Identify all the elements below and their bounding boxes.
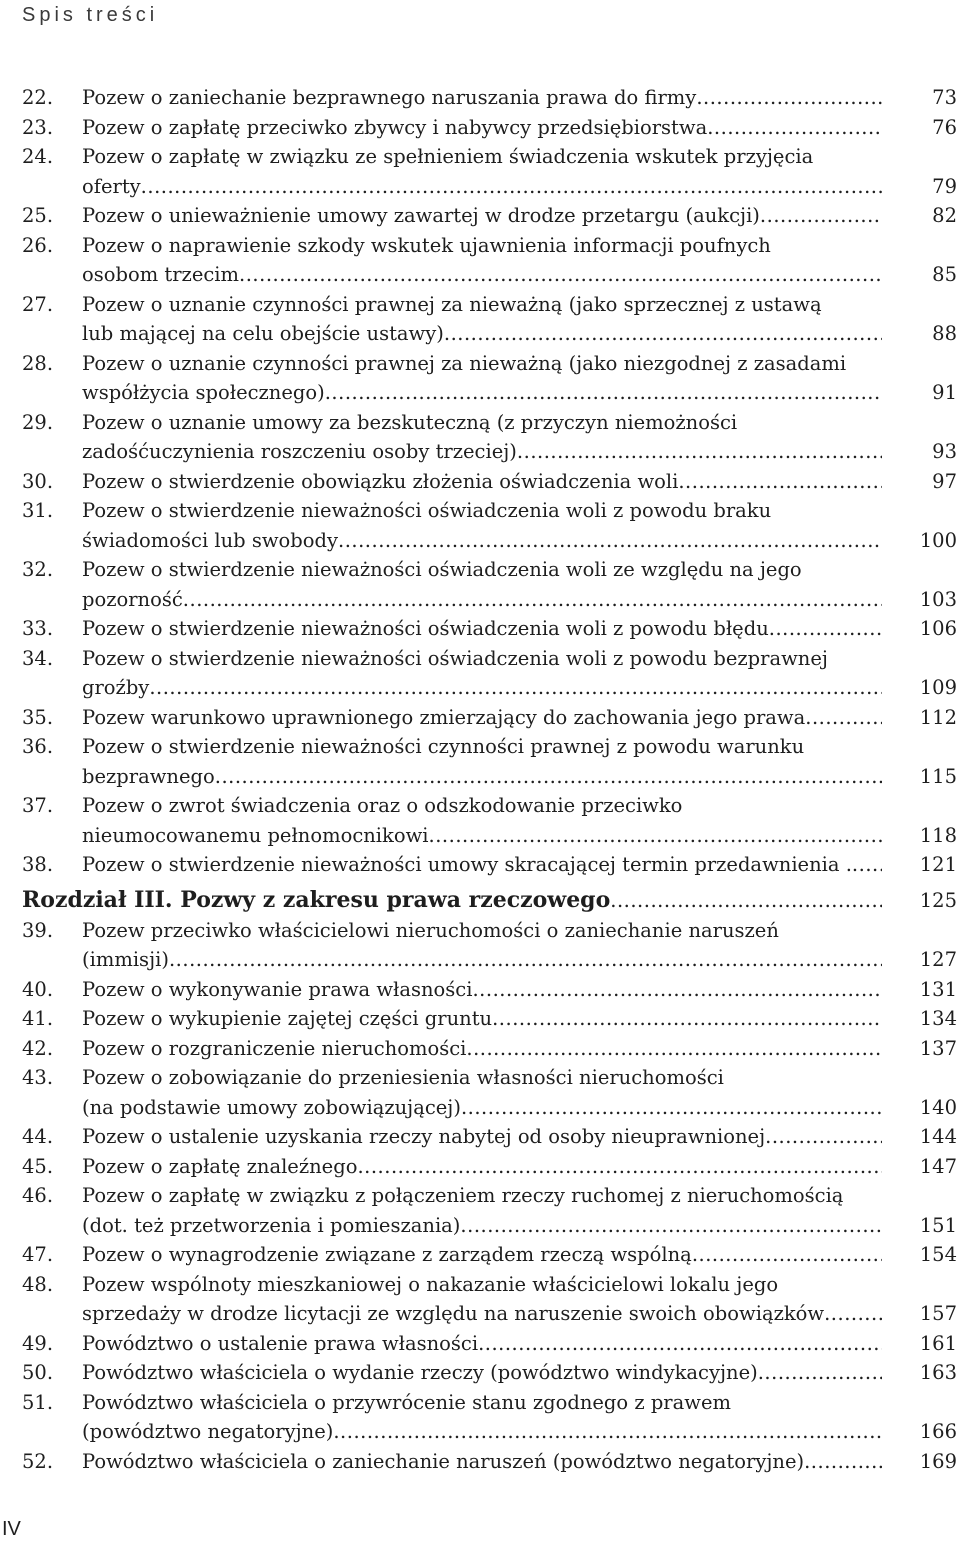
entry-title-last-line: [82, 83, 882, 113]
chapter-line: [22, 885, 882, 916]
entry-title-last-line: [82, 975, 882, 1005]
entry-title: [82, 732, 882, 791]
toc-entry[interactable]: [0, 1240, 960, 1270]
entry-page-number: 131: [919, 977, 957, 1001]
toc-entry[interactable]: [0, 1270, 960, 1329]
entry-title-text: Pozew o ustalenie uzyskania rzeczy nabytej od osoby nieuprawnionej: [82, 1125, 766, 1148]
leader-dots: [357, 1152, 882, 1182]
entry-title: [82, 1388, 882, 1447]
entry-title-line: Pozew o stwierdzenie nieważności oświadczenia woli z powodu bezprawnej: [82, 646, 828, 670]
entry-title: [82, 83, 882, 113]
entry-title: [82, 850, 882, 880]
leader-dots: [215, 762, 882, 792]
entry-number: 29.: [22, 410, 54, 434]
chapter-title: Rozdział III. Pozwy z zakresu prawa rzeczowego: [22, 886, 611, 913]
leader-dots: [692, 1240, 882, 1270]
entry-page-number: 147: [919, 1154, 957, 1178]
entry-title-last-line: [82, 1417, 882, 1447]
entry-number: 39.: [22, 918, 54, 942]
toc-entry[interactable]: [0, 850, 960, 880]
entry-page-number: 88: [932, 322, 957, 345]
toc-entry[interactable]: [0, 1329, 960, 1359]
leader-dots: [461, 1093, 882, 1123]
entry-title-last-line: [82, 585, 882, 615]
entry-number: 24.: [22, 145, 54, 168]
entry-title-last-line: [82, 260, 882, 290]
toc-entry[interactable]: [0, 1004, 960, 1034]
entry-number: 33.: [22, 617, 54, 640]
entry-page-number: 166: [919, 1420, 957, 1443]
leader-dots: [338, 526, 882, 556]
leader-dots: [325, 378, 882, 408]
leader-dots: [610, 886, 882, 916]
entry-title-last-line: [82, 1093, 882, 1123]
toc-entry[interactable]: [0, 975, 960, 1005]
entry-title-text: sprzedaży w drodze licytacji ze względu na naruszenie swoich obowiązków: [82, 1302, 825, 1325]
entry-page-number: 73: [932, 86, 957, 109]
entry-title-text: bezprawnego: [82, 764, 215, 788]
entry-title-last-line: [82, 1122, 882, 1152]
entry-title-text: osobom trzecim: [82, 263, 240, 286]
entry-title-last-line: [82, 850, 882, 880]
toc-entry[interactable]: [0, 1358, 960, 1388]
entry-title-line: Pozew o stwierdzenie nieważności czynności prawnej z powodu warunku: [82, 735, 805, 758]
leader-dots: [707, 113, 882, 143]
entry-title-last-line: [82, 467, 882, 497]
toc-entry[interactable]: [0, 1388, 960, 1447]
chapter-page-number: 125: [919, 888, 957, 912]
leader-dots: [678, 467, 882, 497]
entry-number: 26.: [22, 233, 54, 257]
toc-list: [0, 916, 960, 1477]
leader-dots: [239, 260, 882, 290]
entry-title-text: oferty: [82, 174, 141, 198]
entry-title: [82, 349, 882, 408]
table-of-contents: [0, 83, 960, 1476]
toc-entry[interactable]: [0, 1122, 960, 1152]
entry-title-last-line: [82, 319, 882, 349]
entry-number: 41.: [22, 1007, 54, 1030]
page-number: IV: [2, 1518, 21, 1540]
toc-entry[interactable]: [0, 290, 960, 349]
entry-title-line: Pozew o zapłatę w związku ze spełnieniem świadczenia wskutek przyjęcia: [82, 145, 814, 168]
entry-title-last-line: [82, 1358, 882, 1388]
leader-dots: [429, 821, 882, 851]
entry-title: [82, 496, 882, 555]
entry-title-line: Pozew o uznanie umowy za bezskuteczną (z przyczyn niemożności: [82, 410, 738, 434]
entry-page-number: 79: [932, 174, 957, 198]
entry-title-last-line: [82, 526, 882, 556]
leader-dots: [478, 1329, 882, 1359]
entry-page-number: 140: [919, 1095, 957, 1119]
entry-page-number: 121: [919, 853, 957, 876]
entry-title: [82, 290, 882, 349]
entry-title-text: Pozew o zapłatę znaleźnego: [82, 1154, 358, 1178]
leader-dots: [149, 673, 882, 703]
entry-number: 51.: [22, 1390, 54, 1414]
entry-title-text: Pozew o wynagrodzenie związane z zarządem rzeczą wspólną: [82, 1243, 692, 1266]
entry-number: 49.: [22, 1331, 54, 1355]
leader-dots: [460, 1211, 882, 1241]
entry-title-text: (immisji): [82, 948, 169, 971]
leader-dots: [804, 1447, 882, 1477]
entry-page-number: 112: [919, 705, 957, 729]
entry-title-last-line: [82, 1299, 882, 1329]
leader-dots: [824, 1299, 882, 1329]
entry-page-number: 118: [919, 823, 957, 847]
entry-title-line: Pozew o stwierdzenie nieważności oświadczenia woli z powodu braku: [82, 499, 772, 522]
entry-title: [82, 113, 882, 143]
entry-title-line: Pozew o naprawienie szkody wskutek ujawnienia informacji poufnych: [82, 233, 771, 257]
entry-title: [82, 644, 882, 703]
entry-number: 25.: [22, 204, 54, 227]
entry-title: [82, 1447, 882, 1477]
entry-title-last-line: [82, 762, 882, 792]
entry-page-number: 134: [919, 1007, 957, 1030]
entry-title-line: Pozew o zwrot świadczenia oraz o odszkodowanie przeciwko: [82, 794, 683, 817]
leader-dots: [333, 1417, 882, 1447]
entry-number: 52.: [22, 1449, 54, 1473]
entry-page-number: 115: [919, 764, 957, 788]
toc-entry[interactable]: [0, 644, 960, 703]
entry-number: 23.: [22, 115, 54, 139]
entry-page-number: 151: [919, 1213, 957, 1237]
toc-entry[interactable]: [0, 408, 960, 467]
entry-page-number: 76: [932, 115, 957, 139]
toc-entry[interactable]: [0, 614, 960, 644]
entry-title-line: Pozew o zapłatę w związku z połączeniem rzeczy ruchomej z nieruchomością: [82, 1184, 844, 1207]
entry-title-text: Pozew o wykupienie zajętej części gruntu: [82, 1007, 493, 1030]
entry-title-text: Powództwo właściciela o zaniechanie naruszeń (powództwo negatoryjne): [82, 1449, 805, 1473]
entry-number: 50.: [22, 1361, 54, 1384]
leader-dots: [444, 319, 882, 349]
leader-dots: [466, 1034, 882, 1064]
entry-page-number: 100: [919, 528, 957, 552]
entry-title-last-line: [82, 1004, 882, 1034]
entry-title: [82, 408, 882, 467]
entry-title-text: współżycia społecznego): [82, 381, 325, 404]
entry-page-number: 169: [919, 1449, 957, 1473]
entry-title-last-line: [82, 201, 882, 231]
leader-dots: [805, 703, 882, 733]
entry-page-number: 161: [919, 1331, 957, 1355]
entry-page-number: 97: [932, 469, 957, 493]
entry-title-text: (na podstawie umowy zobowiązującej): [82, 1095, 461, 1119]
entry-title-text: (dot. też przetworzenia i pomieszania): [82, 1213, 461, 1237]
entry-title: [82, 467, 882, 497]
toc-entry[interactable]: [0, 1063, 960, 1122]
toc-entry[interactable]: [0, 231, 960, 290]
entry-title: [82, 1152, 882, 1182]
entry-title: [82, 1329, 882, 1359]
toc-entry[interactable]: [0, 703, 960, 733]
entry-title: [82, 916, 882, 975]
entry-title: [82, 975, 882, 1005]
entry-title-line: Pozew o zobowiązanie do przeniesienia własności nieruchomości: [82, 1066, 724, 1089]
toc-entry[interactable]: [0, 1152, 960, 1182]
entry-title-text: Pozew o zaniechanie bezprawnego naruszania prawa do firmy: [82, 86, 697, 109]
toc-entry[interactable]: [0, 83, 960, 113]
toc-entry[interactable]: [0, 916, 960, 975]
leader-dots: [760, 201, 882, 231]
entry-title-last-line: [82, 1152, 882, 1182]
entry-title: [82, 142, 882, 201]
entry-number: 35.: [22, 705, 54, 729]
entry-title-text: Pozew o rozgraniczenie nieruchomości: [82, 1036, 467, 1060]
entry-title-line: Pozew o uznanie czynności prawnej za nieważną (jako niezgodnej z zasadami: [82, 351, 847, 375]
entry-number: 45.: [22, 1154, 54, 1178]
entry-title-last-line: [82, 1211, 882, 1241]
entry-title-text: Pozew o unieważnienie umowy zawartej w drodze przetargu (aukcji): [82, 204, 760, 227]
toc-list: [0, 83, 960, 880]
entry-page-number: 91: [932, 381, 957, 404]
entry-number: 27.: [22, 292, 54, 316]
leader-dots: [758, 1358, 882, 1388]
entry-title-text: groźby: [82, 676, 150, 699]
entry-number: 36.: [22, 735, 54, 758]
entry-title: [82, 1004, 882, 1034]
entry-title-text: Pozew o stwierdzenie nieważności umowy skracającej termin przedawnienia .: [82, 853, 852, 876]
entry-title-last-line: [82, 945, 882, 975]
entry-number: 34.: [22, 646, 54, 670]
leader-dots: [492, 1004, 882, 1034]
entry-page-number: 127: [919, 948, 957, 971]
entry-number: 37.: [22, 794, 54, 817]
leader-dots: [769, 614, 882, 644]
entry-title-line: Pozew o uznanie czynności prawnej za nieważną (jako sprzecznej z ustawą: [82, 292, 822, 316]
entry-title: [82, 1063, 882, 1122]
entry-number: 43.: [22, 1066, 54, 1089]
running-header: Spis treści: [22, 4, 159, 26]
entry-title-last-line: [82, 1034, 882, 1064]
entry-title: [82, 791, 882, 850]
entry-title: [82, 555, 882, 614]
entry-title-text: zadośćuczynienia roszczeniu osoby trzeciej): [82, 440, 517, 463]
chapter-heading[interactable]: [0, 885, 960, 916]
entry-title-last-line: [82, 673, 882, 703]
toc-entry[interactable]: [0, 555, 960, 614]
entry-title-line: Pozew o stwierdzenie nieważności oświadczenia woli ze względu na jego: [82, 558, 802, 581]
toc-entry[interactable]: [0, 1034, 960, 1064]
entry-page-number: 106: [919, 617, 957, 640]
leader-dots: [696, 83, 882, 113]
leader-dots: [472, 975, 882, 1005]
entry-title: [82, 1122, 882, 1152]
entry-title-text: lub mającej na celu obejście ustawy): [82, 322, 444, 345]
entry-number: 28.: [22, 351, 54, 375]
entry-title-text: Pozew o zapłatę przeciwko zbywcy i nabywcy przedsiębiorstwa: [82, 115, 708, 139]
entry-page-number: 137: [919, 1036, 957, 1060]
entry-title-last-line: [82, 378, 882, 408]
toc-entry[interactable]: [0, 142, 960, 201]
entry-title-text: Pozew warunkowo uprawnionego zmierzający do zachowania jego prawa: [82, 705, 806, 729]
entry-title-last-line: [82, 1447, 882, 1477]
entry-title-text: Powództwo o ustalenie prawa własności: [82, 1331, 479, 1355]
entry-page-number: 93: [932, 440, 957, 463]
toc-entry[interactable]: [0, 791, 960, 850]
entry-page-number: 85: [932, 263, 957, 286]
entry-title: [82, 1270, 882, 1329]
entry-title: [82, 201, 882, 231]
entry-title-last-line: [82, 821, 882, 851]
toc-entry[interactable]: [0, 1181, 960, 1240]
leader-dots: [765, 1122, 882, 1152]
entry-number: 48.: [22, 1272, 54, 1296]
entry-page-number: 163: [919, 1361, 957, 1384]
entry-title-text: Powództwo właściciela o wydanie rzeczy (powództwo windykacyjne): [82, 1361, 758, 1384]
entry-title-text: (powództwo negatoryjne): [82, 1420, 334, 1443]
leader-dots: [517, 437, 882, 467]
entry-page-number: 82: [932, 204, 957, 227]
toc-entry[interactable]: [0, 349, 960, 408]
toc-entry[interactable]: [0, 496, 960, 555]
entry-title: [82, 1181, 882, 1240]
entry-title-line: Powództwo właściciela o przywrócenie stanu zgodnego z prawem: [82, 1390, 731, 1414]
toc-entry[interactable]: [0, 1447, 960, 1477]
entry-title-last-line: [82, 1240, 882, 1270]
entry-number: 32.: [22, 558, 54, 581]
entry-number: 44.: [22, 1125, 54, 1148]
entry-title-last-line: [82, 703, 882, 733]
entry-title: [82, 703, 882, 733]
leader-dots: [183, 585, 882, 615]
entry-title: [82, 231, 882, 290]
entry-number: 30.: [22, 469, 54, 493]
leader-dots: [169, 945, 882, 975]
entry-title-last-line: [82, 437, 882, 467]
leader-dots: [141, 172, 882, 202]
entry-title-text: Pozew o stwierdzenie nieważności oświadczenia woli z powodu błędu: [82, 617, 769, 640]
entry-title-text: świadomości lub swobody: [82, 528, 339, 552]
entry-number: 47.: [22, 1243, 54, 1266]
toc-entry[interactable]: [0, 732, 960, 791]
entry-title-text: Pozew o stwierdzenie obowiązku złożenia oświadczenia woli: [82, 469, 679, 493]
entry-title: [82, 1358, 882, 1388]
entry-number: 40.: [22, 977, 54, 1001]
entry-title-last-line: [82, 113, 882, 143]
entry-title-text: nieumocowanemu pełnomocnikowi: [82, 823, 429, 847]
entry-title-last-line: [82, 1329, 882, 1359]
entry-title-text: pozorność: [82, 587, 183, 611]
entry-page-number: 109: [919, 676, 957, 699]
entry-title: [82, 1034, 882, 1064]
entry-page-number: 154: [919, 1243, 957, 1266]
entry-number: 38.: [22, 853, 54, 876]
entry-title-last-line: [82, 614, 882, 644]
toc-entry[interactable]: [0, 201, 960, 231]
entry-number: 31.: [22, 499, 54, 522]
entry-page-number: 157: [919, 1302, 957, 1325]
entry-page-number: 103: [919, 587, 957, 611]
entry-number: 22.: [22, 86, 54, 109]
entry-title: [82, 1240, 882, 1270]
toc-entry[interactable]: [0, 113, 960, 143]
leader-dots: [852, 850, 882, 880]
entry-title-last-line: [82, 172, 882, 202]
entry-title-line: Pozew wspólnoty mieszkaniowej o nakazanie właścicielowi lokalu jego: [82, 1272, 779, 1296]
entry-page-number: 144: [919, 1125, 957, 1148]
entry-number: 46.: [22, 1184, 54, 1207]
entry-title-text: Pozew o wykonywanie prawa własności: [82, 977, 473, 1001]
entry-title: [82, 614, 882, 644]
entry-title-line: Pozew przeciwko właścicielowi nieruchomości o zaniechanie naruszeń: [82, 918, 779, 942]
toc-entry[interactable]: [0, 467, 960, 497]
entry-number: 42.: [22, 1036, 54, 1060]
